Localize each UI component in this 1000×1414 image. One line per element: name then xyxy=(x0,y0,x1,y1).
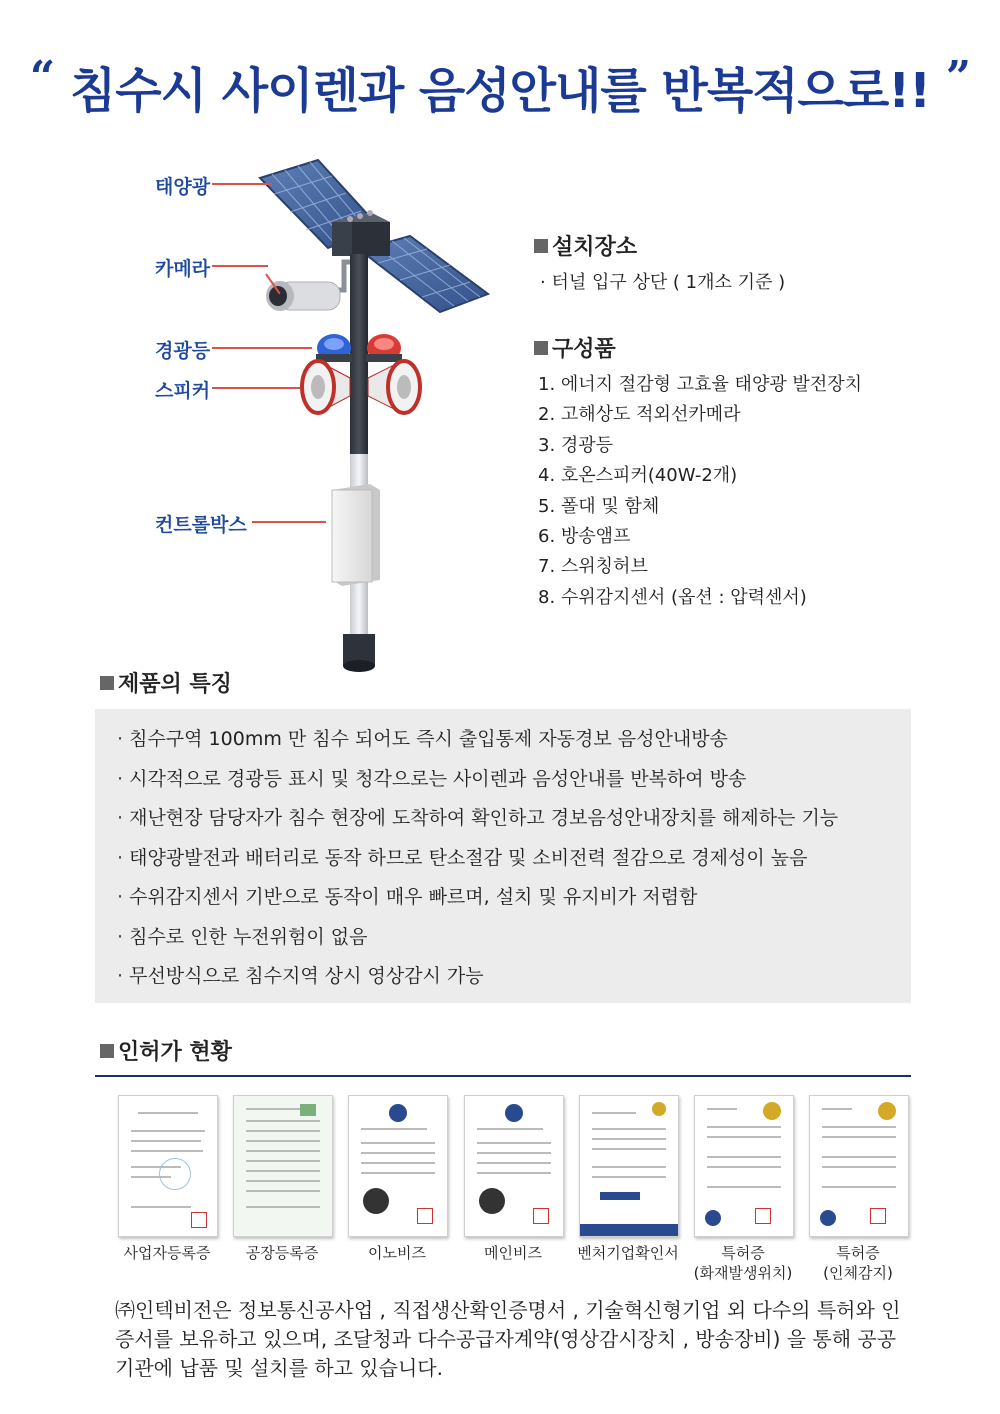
leader-control-box xyxy=(252,521,326,523)
features-list xyxy=(117,723,838,1000)
cert-thumb-patent-fire xyxy=(694,1095,794,1237)
square-bullet-icon xyxy=(534,341,548,355)
close-quote: ” xyxy=(945,52,971,103)
cert-label: 특허증 (인체감지) xyxy=(823,1244,893,1282)
cert-label: 메인비즈 xyxy=(484,1244,542,1262)
leader-speaker xyxy=(212,387,300,389)
cert-thumb-business-registration xyxy=(118,1095,218,1237)
leader-solar xyxy=(212,183,272,185)
install-heading: 설치장소 xyxy=(534,230,637,261)
square-bullet-icon xyxy=(100,1044,114,1058)
component-item: 2. 고해상도 적외선카메라 xyxy=(538,404,741,426)
section-divider xyxy=(95,1075,911,1077)
cert-label: 벤처기업확인서 xyxy=(577,1244,679,1262)
install-text: · 터널 입구 상단 ( 1개소 기준 ) xyxy=(540,272,786,293)
cert-thumb-innobiz xyxy=(348,1095,448,1237)
headline-text: 침수시 사이렌과 음성안내를 반복적으로!! xyxy=(69,63,931,119)
square-bullet-icon xyxy=(100,676,114,690)
feature-item: · 침수로 인한 누전위험이 없음 xyxy=(117,921,838,961)
solar-pole-illustration xyxy=(240,150,500,680)
component-item: 3. 경광등 xyxy=(538,434,614,456)
features-box xyxy=(95,709,911,1003)
cert-thumb-mainbiz xyxy=(464,1095,564,1237)
label-solar: 태양광 xyxy=(155,176,211,198)
feature-item: · 침수구역 100mm 만 침수 되어도 즉시 출입통제 자동경보 음성안내방송 xyxy=(117,723,838,763)
company-description: ㈜인텍비전은 정보통신공사업 , 직접생산확인증명서 , 기술혁신형기업 외 다수의 특허와 인증서를 보유하고 있으며, 조달청과 다수공급자계약(영상감시장치 , 방송장비) 을 통해 공공기관에 납품 및 설치를 하고 있습니다. xyxy=(115,1298,901,1380)
leader-camera xyxy=(212,265,268,267)
component-item: 1. 에너지 절감형 고효율 태양광 발전장치 xyxy=(538,374,862,395)
feature-item: · 수위감지센서 기반으로 동작이 매우 빠르며, 설치 및 유지비가 저렴함 xyxy=(117,881,838,921)
certs-heading: 인허가 현황 xyxy=(100,1035,232,1066)
feature-item: · 태양광발전과 배터리로 동작 하므로 탄소절감 및 소비전력 절감으로 경제성이 높음 xyxy=(117,842,838,882)
cert-thumb-venture xyxy=(579,1095,679,1237)
feature-item: · 시각적으로 경광등 표시 및 청각으로는 사이렌과 음성안내를 반복하여 방송 xyxy=(117,763,838,803)
component-item: 8. 수위감지센서 (옵션 : 압력센서) xyxy=(538,586,807,608)
component-item: 6. 방송앰프 xyxy=(538,525,631,547)
control-box xyxy=(332,484,380,586)
leader-warning-light xyxy=(212,347,312,349)
square-bullet-icon xyxy=(534,239,548,253)
components-list xyxy=(538,370,862,613)
page-headline xyxy=(0,52,1000,121)
label-speaker: 스피커 xyxy=(155,380,211,402)
cert-label: 공장등록증 xyxy=(245,1244,319,1262)
camera-body xyxy=(266,281,340,311)
component-item: 4. 호온스피커(40W-2개) xyxy=(538,465,738,487)
cert-thumb-patent-human xyxy=(809,1095,909,1237)
cert-label: 이노비즈 xyxy=(368,1244,426,1262)
feature-item: · 재난현장 담당자가 침수 현장에 도착하여 확인하고 경보음성안내장치를 해제하는 기능 xyxy=(117,802,838,842)
label-control-box: 컨트롤박스 xyxy=(155,514,247,536)
pole-upper xyxy=(350,254,368,454)
cert-label: 특허증 (화재발생위치) xyxy=(693,1244,793,1282)
component-item: 7. 스위칭허브 xyxy=(538,556,648,578)
open-quote: “ xyxy=(29,52,55,103)
cert-label: 사업자등록증 xyxy=(123,1244,211,1262)
feature-item: · 무선방식으로 침수지역 상시 영상감시 가능 xyxy=(117,960,838,1000)
components-heading: 구성품 xyxy=(534,332,616,363)
cert-thumb-factory-registration xyxy=(233,1095,333,1237)
label-warning-light: 경광등 xyxy=(155,340,211,362)
label-camera: 카메라 xyxy=(155,258,211,280)
component-item: 5. 폴대 및 함체 xyxy=(538,495,660,517)
features-heading: 제품의 특징 xyxy=(100,667,232,698)
